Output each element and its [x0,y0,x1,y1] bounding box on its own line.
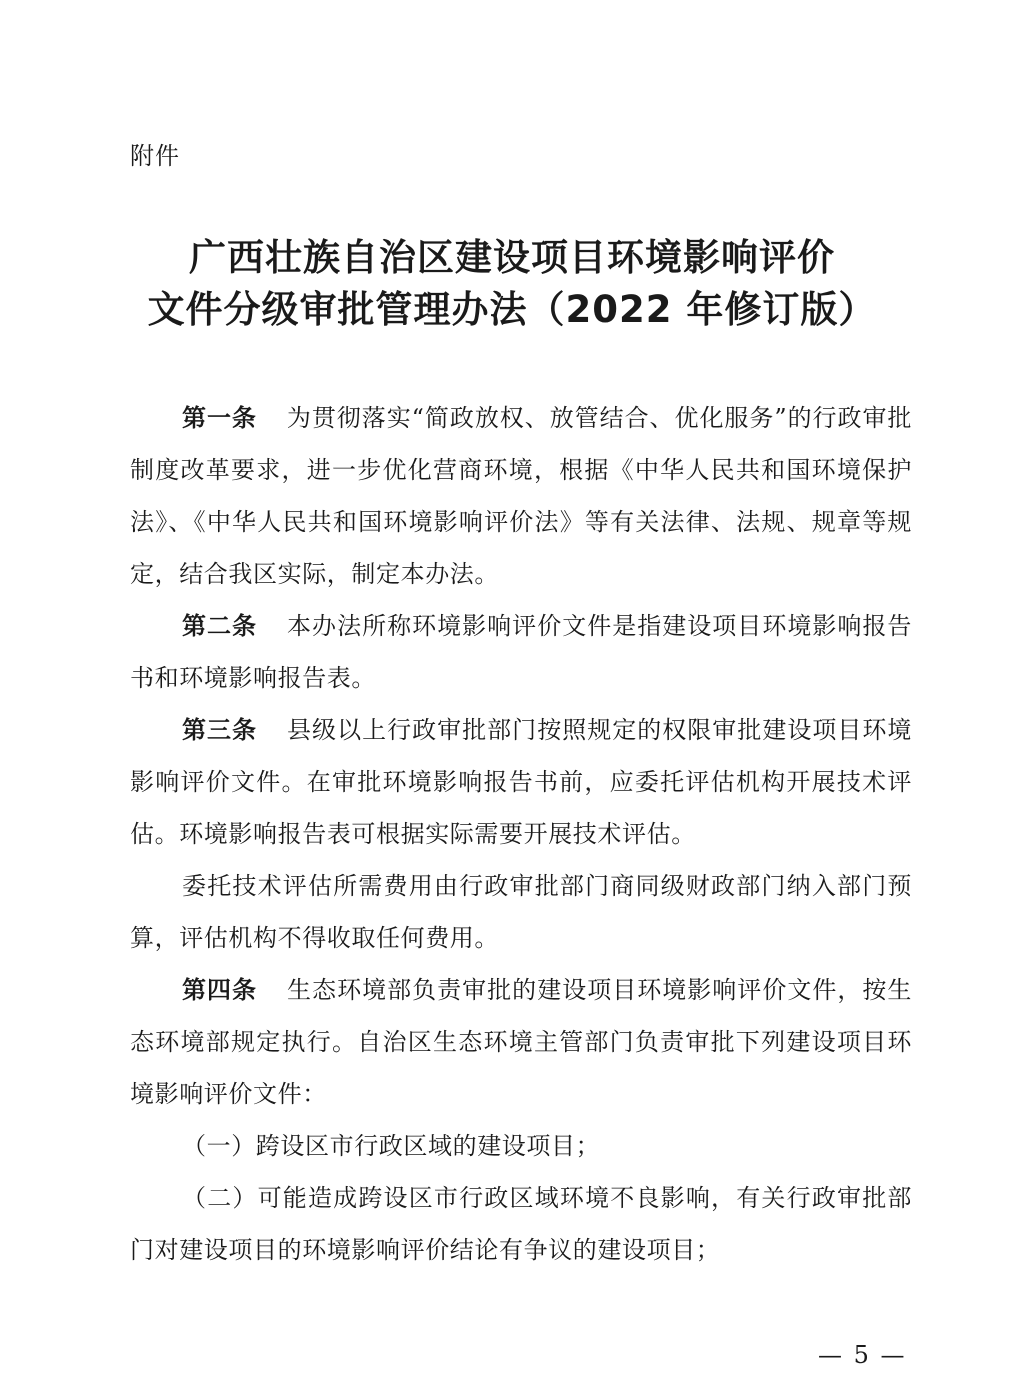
article-1-text: 为贯彻落实“简政放权、放管结合、优化服务”的行政审批制度改革要求，进一步优化营商环境，根据《中华人民共和国环境保护法》、《中华人民共和国环境影响评价法》等有关法律、法规、规章等规定，结合我区实际，制定本办法。 [130,404,912,588]
article-4-item-2 [130,1172,912,1276]
article-4-label: 第四条 [182,976,258,1004]
article-4-item-2-text: （二）可能造成跨设区市行政区域环境不良影响，有关行政审批部门对建设项目的环境影响评价结论有争议的建设项目； [130,1184,912,1264]
article-4-paragraph [130,964,912,1120]
article-3-paragraph [130,704,912,860]
article-1-paragraph [130,392,912,600]
article-4-text: 生态环境部负责审批的建设项目环境影响评价文件，按生态环境部规定执行。自治区生态环境主管部门负责审批下列建设项目环境影响评价文件： [130,976,912,1108]
article-3-text: 县级以上行政审批部门按照规定的权限审批建设项目环境影响评价文件。在审批环境影响报告书前，应委托评估机构开展技术评估。环境影响报告表可根据实际需要开展技术评估。 [130,716,912,848]
article-3-continuation-paragraph [130,860,912,964]
article-2-paragraph [130,600,912,704]
document-title-line-2: 文件分级审批管理办法（2022 年修订版） [147,288,877,331]
article-2-label: 第二条 [182,612,258,640]
article-4-item-1-text: （一）跨设区市行政区域的建设项目； [182,1132,601,1160]
article-3-label: 第三条 [182,716,258,744]
article-3-continuation-text: 委托技术评估所需费用由行政审批部门商同级财政部门纳入部门预算，评估机构不得收取任何费用。 [130,872,912,952]
article-1-label: 第一条 [182,404,257,432]
attachment-label: 附件 [130,142,180,170]
article-4-item-1 [130,1120,912,1172]
page-number: — 5 — [818,1341,907,1369]
article-2-text: 本办法所称环境影响评价文件是指建设项目环境影响报告书和环境影响报告表。 [130,612,912,692]
document-title-line-1: 广西壮族自治区建设项目环境影响评价 [189,236,835,279]
